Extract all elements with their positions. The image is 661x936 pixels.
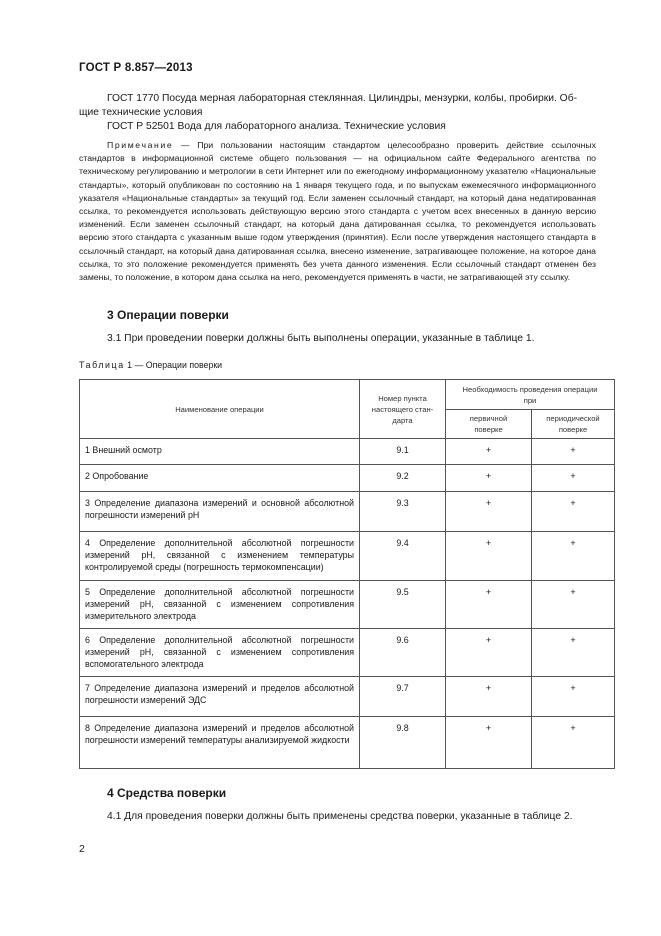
table-row (80, 492, 615, 532)
section-3-title: 3 Операции поверки (107, 308, 229, 322)
periodic-mark: + (532, 465, 615, 492)
periodic-mark: + (532, 492, 615, 532)
periodic-mark: + (532, 677, 615, 717)
operation-name: 8 Определение диапазона измерений и пределов абсолютной погрешности измерений температуры анализируемой жидкости (80, 717, 360, 769)
operation-name: 7 Определение диапазона измерений и пределов абсолютной погрешности измерений ЭДС (80, 677, 360, 717)
operations-table (79, 379, 615, 769)
clause-number: 9.3 (360, 492, 446, 532)
operation-name: 5 Определение дополнительной абсолютной погрешности измерений pH, связанной с изменением сопротивления измерительного электрода (80, 581, 360, 629)
clause-number: 9.4 (360, 532, 446, 581)
note-text: — При пользовании настоящим стандартом целесообразно проверить действие ссылочных стандартов в информационной системе общего пользования — на официальном сайте Федерального агентства по техническому регулированию и метрологии в сети Интернет или по ежегодному информационному указателю «Национальные стандарты», который опубликован по состоянию на 1 января текущего года, и по выпускам ежемесячного информационного указателя «Национальные стандарты» за текущий год. Если заменен ссылочный стандарт, на который дана недатированная ссылка, то рекомендуется использовать действующую версию этого стандарта с учетом всех внесенных в данную версию изменений. Если заменен ссылочный стандарт, на который дана датированная ссылка, то рекомендуется использовать версию этого стандарта с указанным выше годом утверждения (принятия). Если после утверждения настоящего стандарта в ссылочный стандарт, на который дана датированная ссылка, внесено изменение, затрагивающее положение, на которое дана ссылка, то это положение рекомендуется применять без учета данного изменения. Если ссылочный стандарт отменен без замены, то положение, в котором дана ссылка на него, рекомендуется применять в части, не затрагивающей эту ссылку. (79, 140, 596, 283)
primary-mark: + (446, 717, 532, 769)
periodic-mark: + (532, 629, 615, 677)
primary-mark: + (446, 439, 532, 465)
reference-line: щие технические условия (79, 107, 203, 118)
page-number: 2 (79, 843, 85, 855)
primary-mark: + (446, 677, 532, 717)
primary-mark: + (446, 492, 532, 532)
table-header-row (80, 380, 615, 410)
periodic-mark: + (532, 581, 615, 629)
note-paragraph (79, 139, 596, 284)
periodic-mark: + (532, 532, 615, 581)
header-primary: первичной поверке (446, 410, 532, 439)
clause-number: 9.1 (360, 439, 446, 465)
table-row (80, 532, 615, 581)
table-row (80, 581, 615, 629)
operation-name: 2 Опробование (80, 465, 360, 492)
clause-number: 9.6 (360, 629, 446, 677)
header-necessity: Необходимость проведения операции при (446, 380, 615, 410)
table-row (80, 677, 615, 717)
operation-name: 1 Внешний осмотр (80, 439, 360, 465)
reference-gost-52501: ГОСТ Р 52501 Вода для лабораторного анализа. Технические условия (107, 121, 446, 132)
clause-number: 9.2 (360, 465, 446, 492)
table-row (80, 629, 615, 677)
periodic-mark: + (532, 717, 615, 769)
clause-number: 9.7 (360, 677, 446, 717)
table-row (80, 465, 615, 492)
caption-label: Таблица (79, 360, 125, 370)
periodic-mark: + (532, 439, 615, 465)
section-3-paragraph: 3.1 При проведении поверки должны быть выполнены операции, указанные в таблице 1. (107, 333, 535, 344)
primary-mark: + (446, 465, 532, 492)
header-clause-number: Номер пункта настоящего стан-дарта (360, 380, 446, 439)
note-label: Примечание (107, 140, 174, 150)
primary-mark: + (446, 581, 532, 629)
operation-name: 6 Определение дополнительной абсолютной погрешности измерений pH, связанной с изменением сопротивления вспомогательного электрода (80, 629, 360, 677)
operation-name: 4 Определение дополнительной абсолютной погрешности измерений pH, связанной с изменением температуры контролируемой среды (погрешность термокомпенсации) (80, 532, 360, 581)
reference-gost-1770 (79, 92, 599, 120)
caption-text: 1 — Операции поверки (124, 360, 223, 370)
header-periodic: периодической поверке (532, 410, 615, 439)
header-operation-name: Наименование операции (80, 380, 360, 439)
table-1-caption (79, 360, 222, 370)
clause-number: 9.8 (360, 717, 446, 769)
table-row (80, 717, 615, 769)
clause-number: 9.5 (360, 581, 446, 629)
section-4-title: 4 Средства поверки (107, 786, 227, 800)
reference-line: ГОСТ 1770 Посуда мерная лабораторная стеклянная. Цилиндры, мензурки, колбы, пробирки. Об- (107, 93, 578, 104)
section-4-paragraph: 4.1 Для проведения поверки должны быть применены средства поверки, указанные в таблице 2. (107, 811, 573, 822)
primary-mark: + (446, 629, 532, 677)
operation-name: 3 Определение диапазона измерений и основной абсолютной погрешности измерений pH (80, 492, 360, 532)
table-row (80, 439, 615, 465)
primary-mark: + (446, 532, 532, 581)
document-header: ГОСТ Р 8.857—2013 (79, 62, 193, 74)
